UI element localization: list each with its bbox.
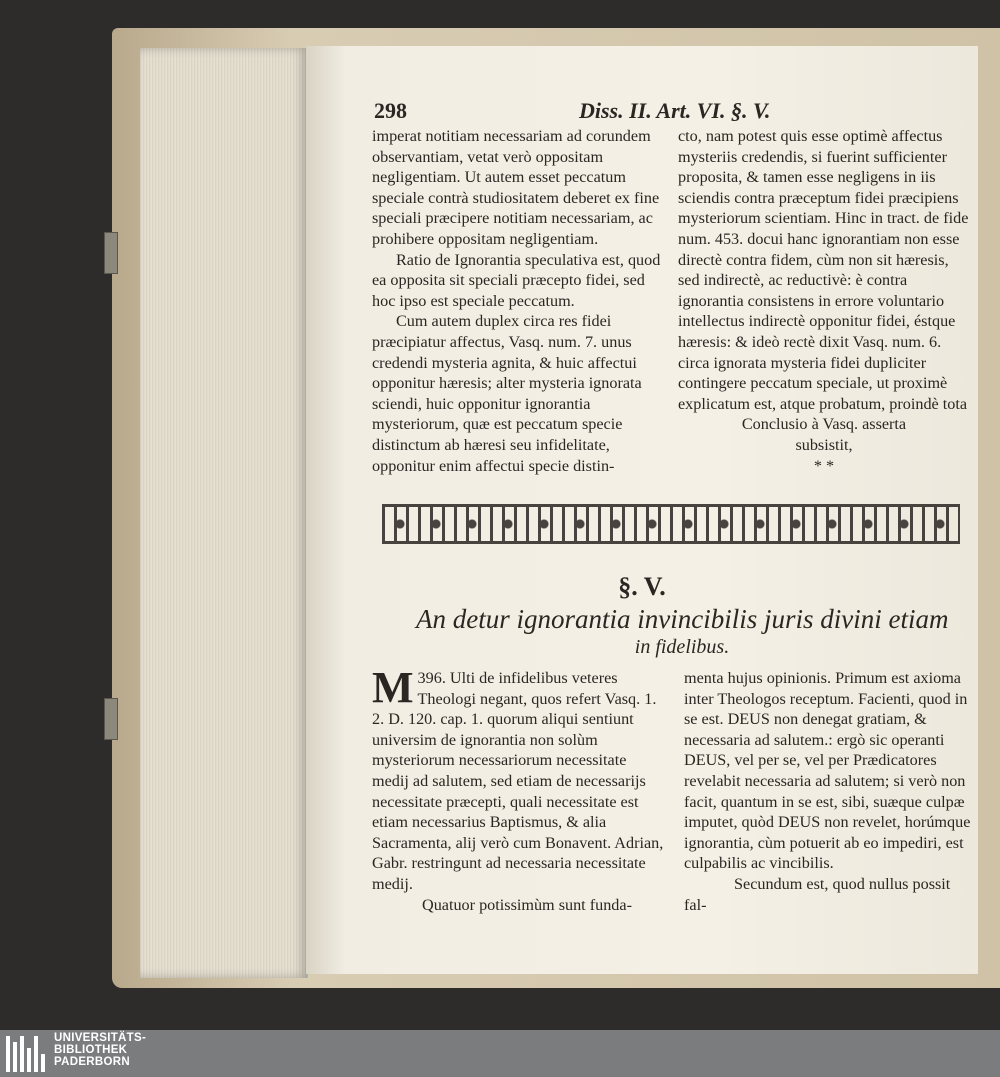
- paragraph: Quatuor potissimùm sunt funda-: [422, 895, 632, 914]
- running-head: Diss. II. Art. VI. §. V.: [579, 98, 771, 123]
- page-edges: [140, 48, 308, 978]
- library-name: [54, 1032, 146, 1068]
- section-title-continued: in fidelibus.: [634, 636, 730, 658]
- page-number: 298: [374, 98, 407, 123]
- drop-cap: M: [372, 663, 414, 712]
- right-column-top: [678, 126, 970, 476]
- left-column-bottom: [372, 663, 664, 915]
- page-header: [374, 98, 934, 124]
- conclusio-line: Conclusio à Vasq. asserta: [741, 415, 907, 434]
- paragraph: [372, 663, 664, 895]
- paragraph-text: Ulti de infidelibus veteres Theologi negant, quos refert Vasq. 1. 2. D. 120. cap. 1. quorum aliqui sentiunt universim de ignorantia non solùm mysteriorum necessariorum necessitate medij ad salutem, sed etiam de necessarijs necessitate præcepti, quali necessitate est etiam necessarius Baptismus, & alia Sacramenta, alij verò cum Bonavent. Adrian, Gabr. restringunt ad necessaria necessitate medij.: [372, 669, 664, 893]
- paragraph: Ratio de Ignorantia speculativa est, quod ea opposita sit speciali præcepto fidei, sed hoc ipso est speciale peccatum.: [372, 250, 661, 310]
- conclusio-line: subsistit,: [795, 435, 853, 454]
- library-logo-icon: [4, 1030, 50, 1077]
- paragraph: Secundum est, quod nullus possit fal-: [684, 874, 951, 914]
- footer-bar: [0, 1030, 1000, 1077]
- left-column-top: [372, 126, 664, 476]
- paragraph: imperat notitiam necessariam ad corundem observantiam, vetat verò oppositam negligentiam. Ut autem esset peccatum speciale contrà studiositatem deberet ex fine speciali præcipere notitiam necessariam, ac prohibere oppositam negligentiam.: [372, 127, 660, 248]
- section-title: An detur ignorantia invincibilis juris divini etiam: [416, 604, 949, 634]
- paragraph: cto, nam potest quis esse optimè affectus mysteriis credendis, si fuerint sufficienter proposita, & tamen esse negligens in iis sciendis contra præceptum fidei præcipiens mysteriorum scientiam. Hinc in tract. de fide num. 453. docui hanc ignorantiam non esse directè contra fidem, cùm non sit hæresis, sed indirectè, ac reductivè: è contra ignorantia consistens in errore voluntario intellectus indirectè opponitur fidei, éstque hæresis: & ideò rectè dixit Vasq. num. 6. circa ignorata mysteria fidei dupliciter contingere peccatum speciale, ut proximè explicatum est, atque probatum, proindè tota: [678, 127, 969, 413]
- right-column-bottom: [684, 668, 974, 915]
- book-page: [306, 46, 978, 974]
- section-number: §. V.: [618, 572, 666, 601]
- paragraph: Cum autem duplex circa res fidei præcipiatur affectus, Vasq. num. 7. unus credendi mysteria agnita, & huic affectui opponitur hæresis; alter mysteria ignorata sciendi, huic opponitur ignorantia mysteriorum, quæ est peccatum specie distinctum ab hæresi seu infidelitate, opponitur enim affectui specie distin-: [372, 312, 642, 475]
- library-line: BIBLIOTHEK: [54, 1044, 128, 1056]
- clasp-bottom: [104, 698, 118, 740]
- paragraph: menta hujus opinionis. Primum est axioma inter Theologos receptum. Facienti, quod in se est. DEUS non denegat gratiam, & necessaria ad salutem.: ergò sic operanti DEUS, vel per se, vel per Prædicatores revelabit necessaria ad salutem; si verò non facit, quantum in se est, sibi, suæque culpæ imputet, quòd DEUS non revelet, horúmque ignorantia, cùm potuerit ab eo impediri, est culpabilis ac vincibilis.: [684, 669, 971, 873]
- margin-number: 396.: [417, 669, 446, 687]
- clasp-top: [104, 232, 118, 274]
- stars: * *: [813, 456, 835, 475]
- library-line: UNIVERSITÄTS-: [54, 1032, 147, 1044]
- library-line: PADERBORN: [54, 1056, 130, 1068]
- ornament-band: [382, 504, 960, 544]
